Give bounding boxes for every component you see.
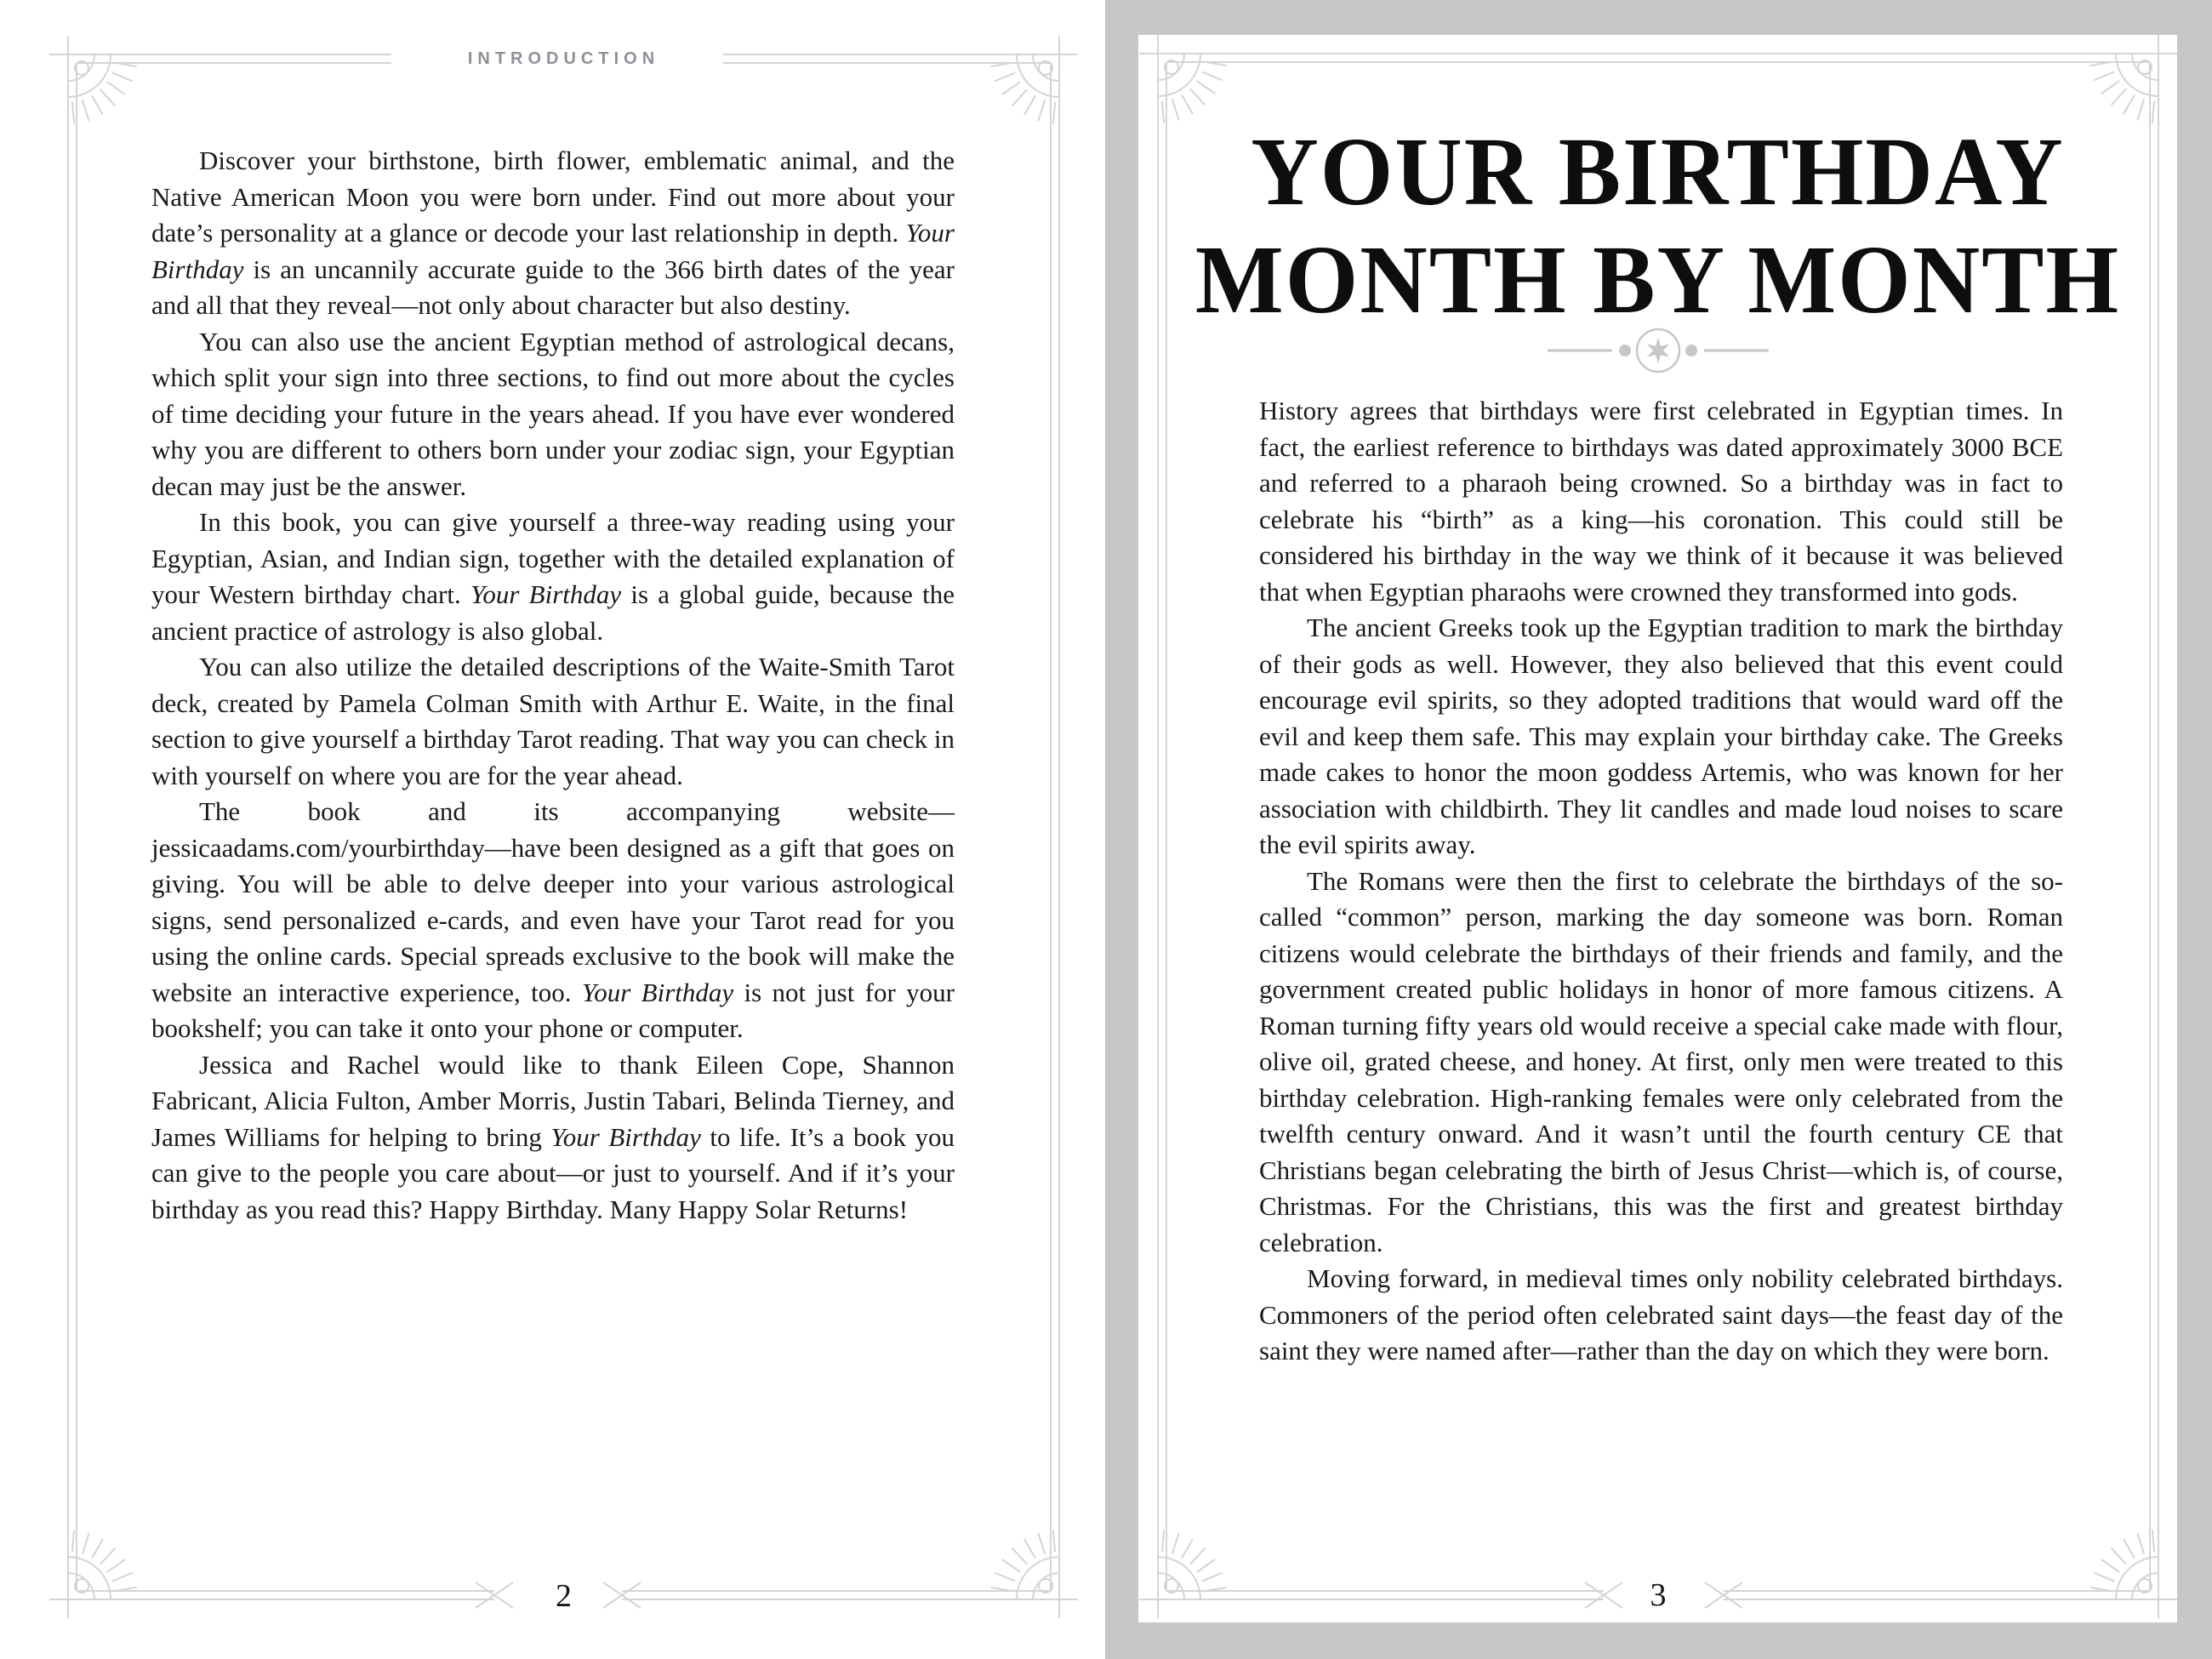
chapter-divider — [1138, 321, 2177, 380]
page-left — [0, 0, 1105, 1659]
paragraph: In this book, you can give yourself a three-way reading using your Egyptian, Asian, and Indian sign, together with the detailed explanation of your Western birthday chart. Your Birthday is a global guide, because the ancient practice of astrology is also global. — [151, 507, 955, 646]
chapter-title — [1138, 117, 2177, 334]
six-point-star-icon — [1647, 338, 1669, 363]
page-backdrop — [1105, 0, 2212, 1659]
paragraph: Jessica and Rachel would like to thank Eileen Cope, Shannon Fabricant, Alicia Fulton, Amber Morris, Justin Tabari, Belinda Tierney, and James Williams for helping to bring Your Birthday to life. It’s a book you can give to the people you care about—or just to yourself. And if it’s your birthday as you read this? Happy Birthday. Many Happy Solar Returns! — [151, 1049, 955, 1224]
page-number-left: 2 — [68, 1577, 1059, 1615]
paragraph: You can also utilize the detailed descriptions of the Waite-Smith Tarot deck, created by Pamela Colman Smith with Arthur E. Waite, in the final section to give yourself a birthday Tarot reading. That way you can check in with yourself on where you are for the year ahead. — [151, 652, 955, 790]
star-divider-icon — [1539, 321, 1777, 380]
body-text-right — [1259, 393, 2063, 1370]
page-number-right: 3 — [1158, 1576, 2158, 1614]
chapter-title-line-1: YOUR BIRTHDAY — [1251, 117, 2065, 225]
paragraph: You can also use the ancient Egyptian method of astrological decans, which split your sign into three sections, to find out more about the cycles of time deciding your future in the years ahead. If you have ever wondered why you are different to others born under your zodiac sign, your Egyptian decan may just be the answer. — [151, 326, 955, 501]
paragraph: The book and its accompanying website—jessicaadams.com/yourbirthday—have been designed as a gift that goes on giving. You will be able to delve deeper into your various astrological signs, send personalized e-cards, and even have your Tarot read for you using the online cards. Special spreads exclusive to the book will make the website an interactive experience, too. Your Birthday is not just for your bookshelf; you can take it onto your phone or computer. — [151, 796, 955, 1043]
paragraph: The ancient Greeks took up the Egyptian tradition to mark the birthday of their gods as well. However, they also believed that this event could encourage evil spirits, so they adopted traditions that would ward off the evil and keep them safe. This may explain your birthday cake. The Greeks made cakes to honor the moon goddess Artemis, who was known for her association with childbirth. They lit candles and made loud noises to scare the evil spirits away. — [1259, 613, 2063, 859]
paragraph: Moving forward, in medieval times only nobility celebrated birthdays. Commoners of the period often celebrated saint days—the feast day of the saint they were named after—rather than the day on which they were born. — [1259, 1263, 2063, 1365]
page-right — [1138, 35, 2177, 1622]
body-text-left — [151, 143, 955, 1228]
running-header-label: INTRODUCTION — [453, 48, 675, 70]
paragraph: Discover your birthstone, birth flower, emblematic animal, and the Native American Moon you were born under. Find out more about your date’s personality at a glance or decode your last relationship in depth. Your Birthday is an uncannily accurate guide to the 366 birth dates of the year and all that they reveal—not only about character but also destiny. — [151, 145, 955, 320]
paragraph: The Romans were then the first to celebrate the birthdays of the so-called “common” person, marking the day someone was born. Roman citizens would celebrate the birthdays of their friends and family, and the government created public holidays in honor of more famous citizens. A Roman turning fifty years old would receive a special cake made with flour, olive oil, grated cheese, and honey. At first, only men were treated to this birthday celebration. High-ranking females were only celebrated from the twelfth century onward. And it wasn’t until the fourth century CE that Christians began celebrating the birth of Jesus Christ—which is, of course, Christmas. For the Christians, this was the first and greatest birthday celebration. — [1259, 865, 2063, 1257]
running-header — [68, 48, 1059, 71]
chapter-title-line-2: MONTH BY MONTH — [1194, 225, 2121, 334]
paragraph: History agrees that birthdays were first celebrated in Egyptian times. In fact, the earliest reference to birthdays was dated approximately 3000 BCE and referred to a pharaoh being crowned. So a birthday was in fact to celebrate his “birth” as a king—his coronation. This could still be considered his birthday in the way we think of it because it was believed that when Egyptian pharaohs were crowned they transformed into gods. — [1259, 396, 2063, 607]
